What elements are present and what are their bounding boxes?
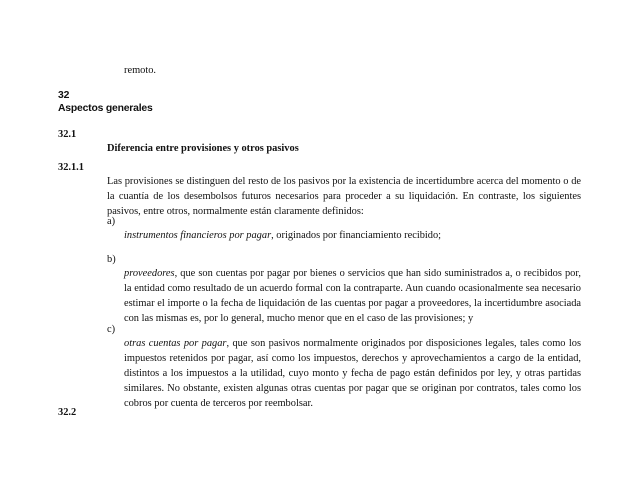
list-item-body [124, 336, 581, 411]
list-item-line: estimar el importe o la fecha de liquidación de las cuentas por pagar a proveedores, la incertidumbre asociada [124, 298, 581, 309]
paragraph-line: la cuantía de los desembolsos futuros necesarios para proceder a su liquidación. En contraste, los siguientes [107, 191, 581, 202]
paragraph-line: pasivos, entre otros, normalmente están claramente definidos: [107, 206, 364, 217]
paragraph-number: 32.1.1 [58, 162, 84, 173]
list-item-label: b) [107, 254, 116, 265]
list-item-label: a) [107, 216, 116, 227]
list-item-line: la entidad como resultado de un acuerdo formal con la contraparte. Aun cuando ocasionalmente sea necesario [124, 283, 581, 294]
list-item-body [124, 266, 581, 326]
list-item-line: con las mismas es, por lo general, mucho menor que en el caso de las provisiones; y [124, 313, 474, 324]
paragraph-body [107, 174, 581, 219]
list-item-line: impuestos retenidos por pagar, así como los impuestos, derechos y aprovechamientos a cargo de la entidad, [124, 353, 581, 364]
subsection-title: Diferencia entre provisiones y otros pasivos [107, 143, 299, 154]
list-item-term: proveedores [124, 268, 175, 279]
section-number: 32 [58, 90, 70, 101]
list-item-line: cobros por cuenta de terceros por reembolsar. [124, 398, 313, 409]
list-item-line: similares. No obstante, existen algunas otras cuentas por pagar que se originan por contratos, tales como los [124, 383, 581, 394]
continued-text-fragment: remoto. [124, 65, 157, 76]
list-item-body [124, 228, 581, 243]
list-item-label: c) [107, 324, 116, 335]
list-item-term: otras cuentas por pagar [124, 338, 227, 349]
list-item-text: , que son cuentas por pagar por bienes o servicios que han sido suministrados a, o recibidos por, [174, 268, 581, 279]
subsection-number: 32.1 [58, 129, 77, 140]
paragraph-line: Las provisiones se distinguen del resto de los pasivos por la existencia de incertidumbre acerca del momento o de [107, 176, 581, 187]
section-title: Aspectos generales [58, 103, 153, 114]
list-item-text: , que son pasivos normalmente originados por disposiciones legales, tales como los [226, 338, 581, 349]
subsection-number: 32.2 [58, 407, 77, 418]
list-item-line: distintos a los impuestos a la utilidad, cuyo monto y fecha de pago están definidos por ley, y otras partidas [124, 368, 581, 379]
list-item-term: instrumentos financieros por pagar [124, 230, 272, 241]
list-item-text: , originados por financiamiento recibido; [271, 230, 442, 241]
